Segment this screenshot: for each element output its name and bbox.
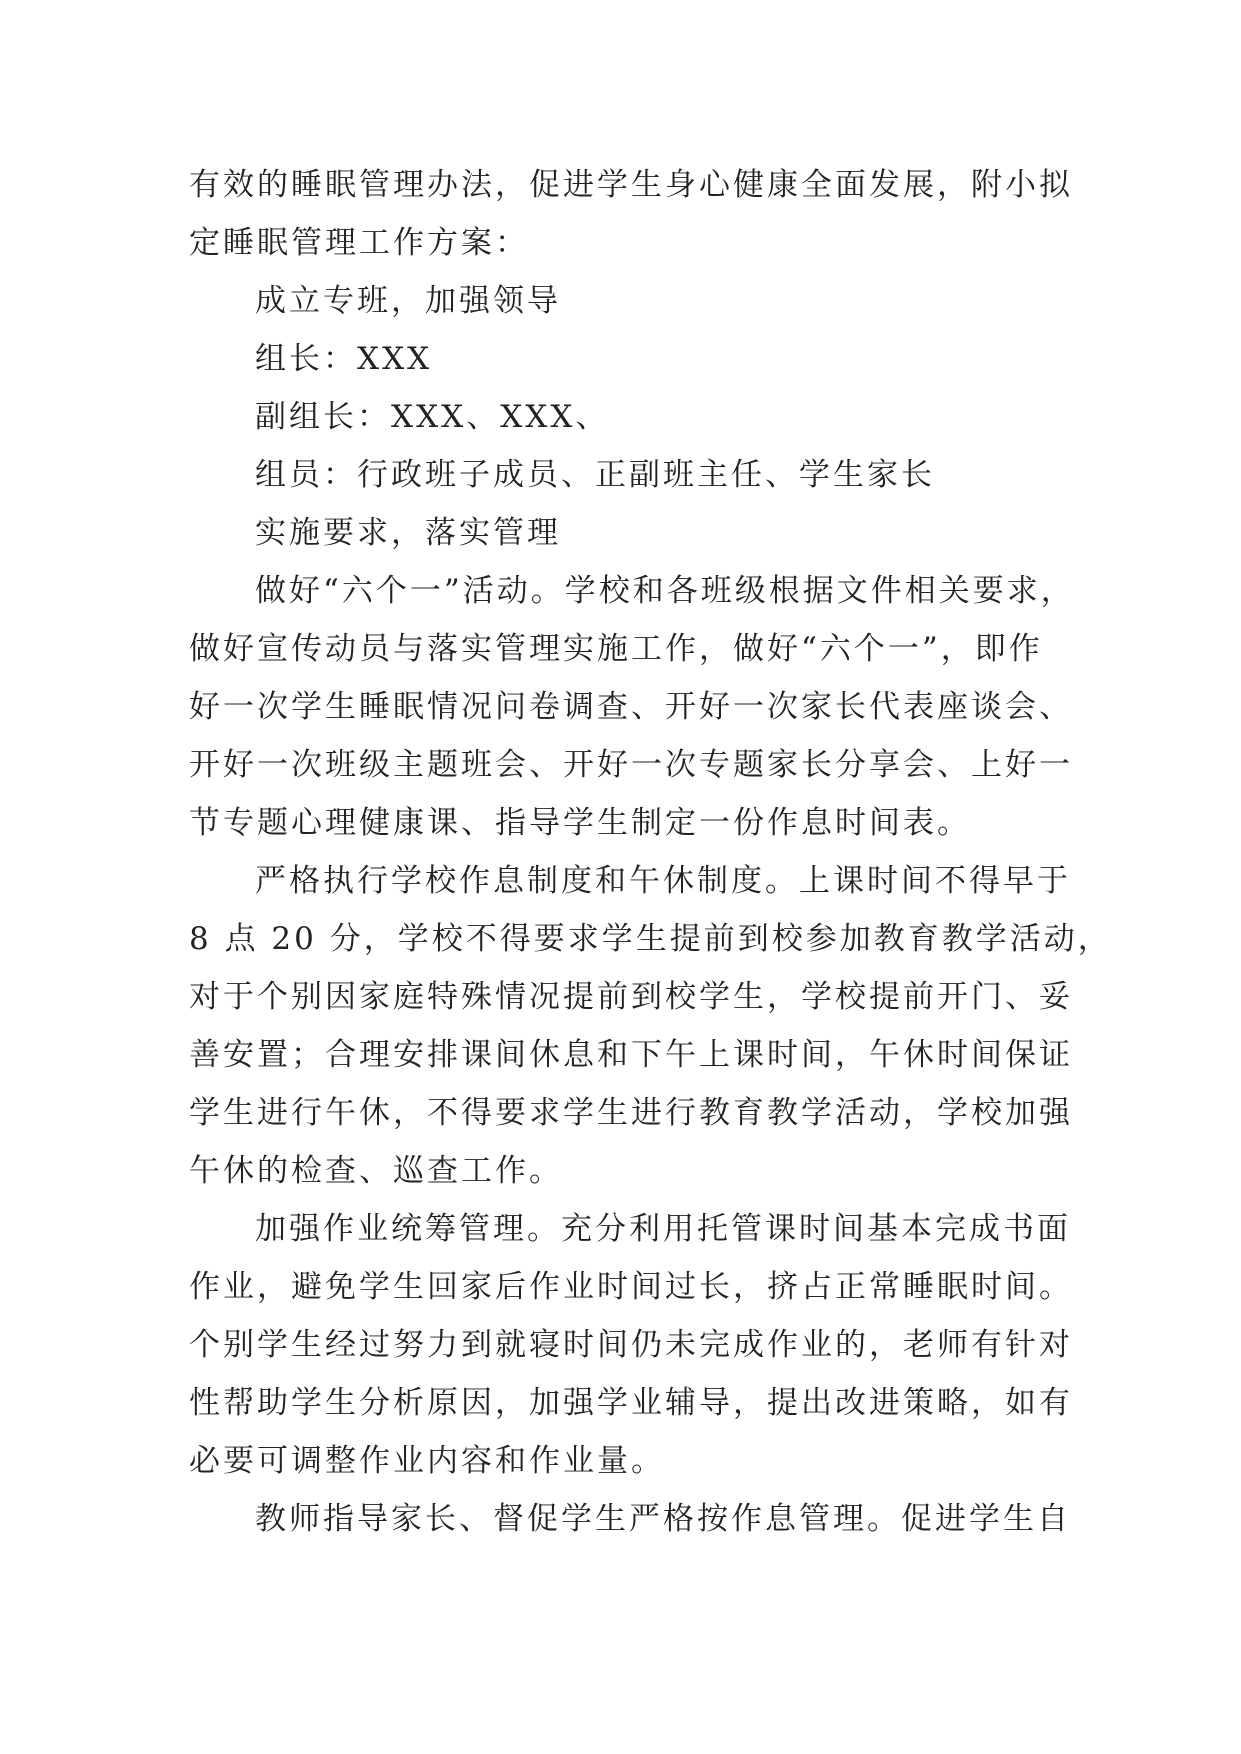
members-line: 组员：行政班子成员、正副班主任、学生家长 [255,457,935,493]
text-line: 善安置；合理安排课间休息和下午上课时间，午休时间保证 [189,1037,1073,1073]
deputy-leader-line: 副组长：XXX、XXX、 [255,399,610,435]
section-heading: 实施要求，落实管理 [255,515,561,551]
text-line: 好一次学生睡眠情况问卷调查、开好一次家长代表座谈会、 [189,689,1073,725]
text-line: 做好宣传动员与落实管理实施工作，做好“六个一”，即作 [189,631,1043,667]
document-body [189,156,1112,1548]
text-line: 学生进行午休，不得要求学生进行教育教学活动，学校加强 [189,1095,1073,1131]
text-line: 个别学生经过努力到就寝时间仍未完成作业的，老师有针对 [189,1327,1073,1363]
text-line: 严格执行学校作息制度和午休制度。上课时间不得早于 [255,863,1071,899]
text-line: 做好“六个一”活动。学校和各班级根据文件相关要求， [255,573,1075,609]
text-line: 8 点 20 分，学校不得要求学生提前到校参加教育教学活动， [189,921,1112,957]
text-line: 节专题心理健康课、指导学生制定一份作息时间表。 [189,805,971,841]
text-line: 有效的睡眠管理办法，促进学生身心健康全面发展，附小拟 [189,167,1073,203]
text-line: 对于个别因家庭特殊情况提前到校学生，学校提前开门、妥 [189,979,1073,1015]
text-line: 教师指导家长、督促学生严格按作息管理。促进学生自 [255,1501,1071,1537]
text-line: 开好一次班级主题班会、开好一次专题家长分享会、上好一 [189,747,1073,783]
leader-line: 组长：XXX [255,341,433,377]
text-line: 必要可调整作业内容和作业量。 [189,1443,665,1479]
text-line: 午休的检查、巡查工作。 [189,1153,563,1189]
text-line: 作业，避免学生回家后作业时间过长，挤占正常睡眠时间。 [189,1269,1073,1305]
section-heading: 成立专班，加强领导 [255,283,561,319]
text-line: 定睡眠管理工作方案： [189,225,529,261]
text-line: 加强作业统筹管理。充分利用托管课时间基本完成书面 [255,1211,1071,1247]
text-line: 性帮助学生分析原因，加强学业辅导，提出改进策略，如有 [189,1385,1073,1421]
